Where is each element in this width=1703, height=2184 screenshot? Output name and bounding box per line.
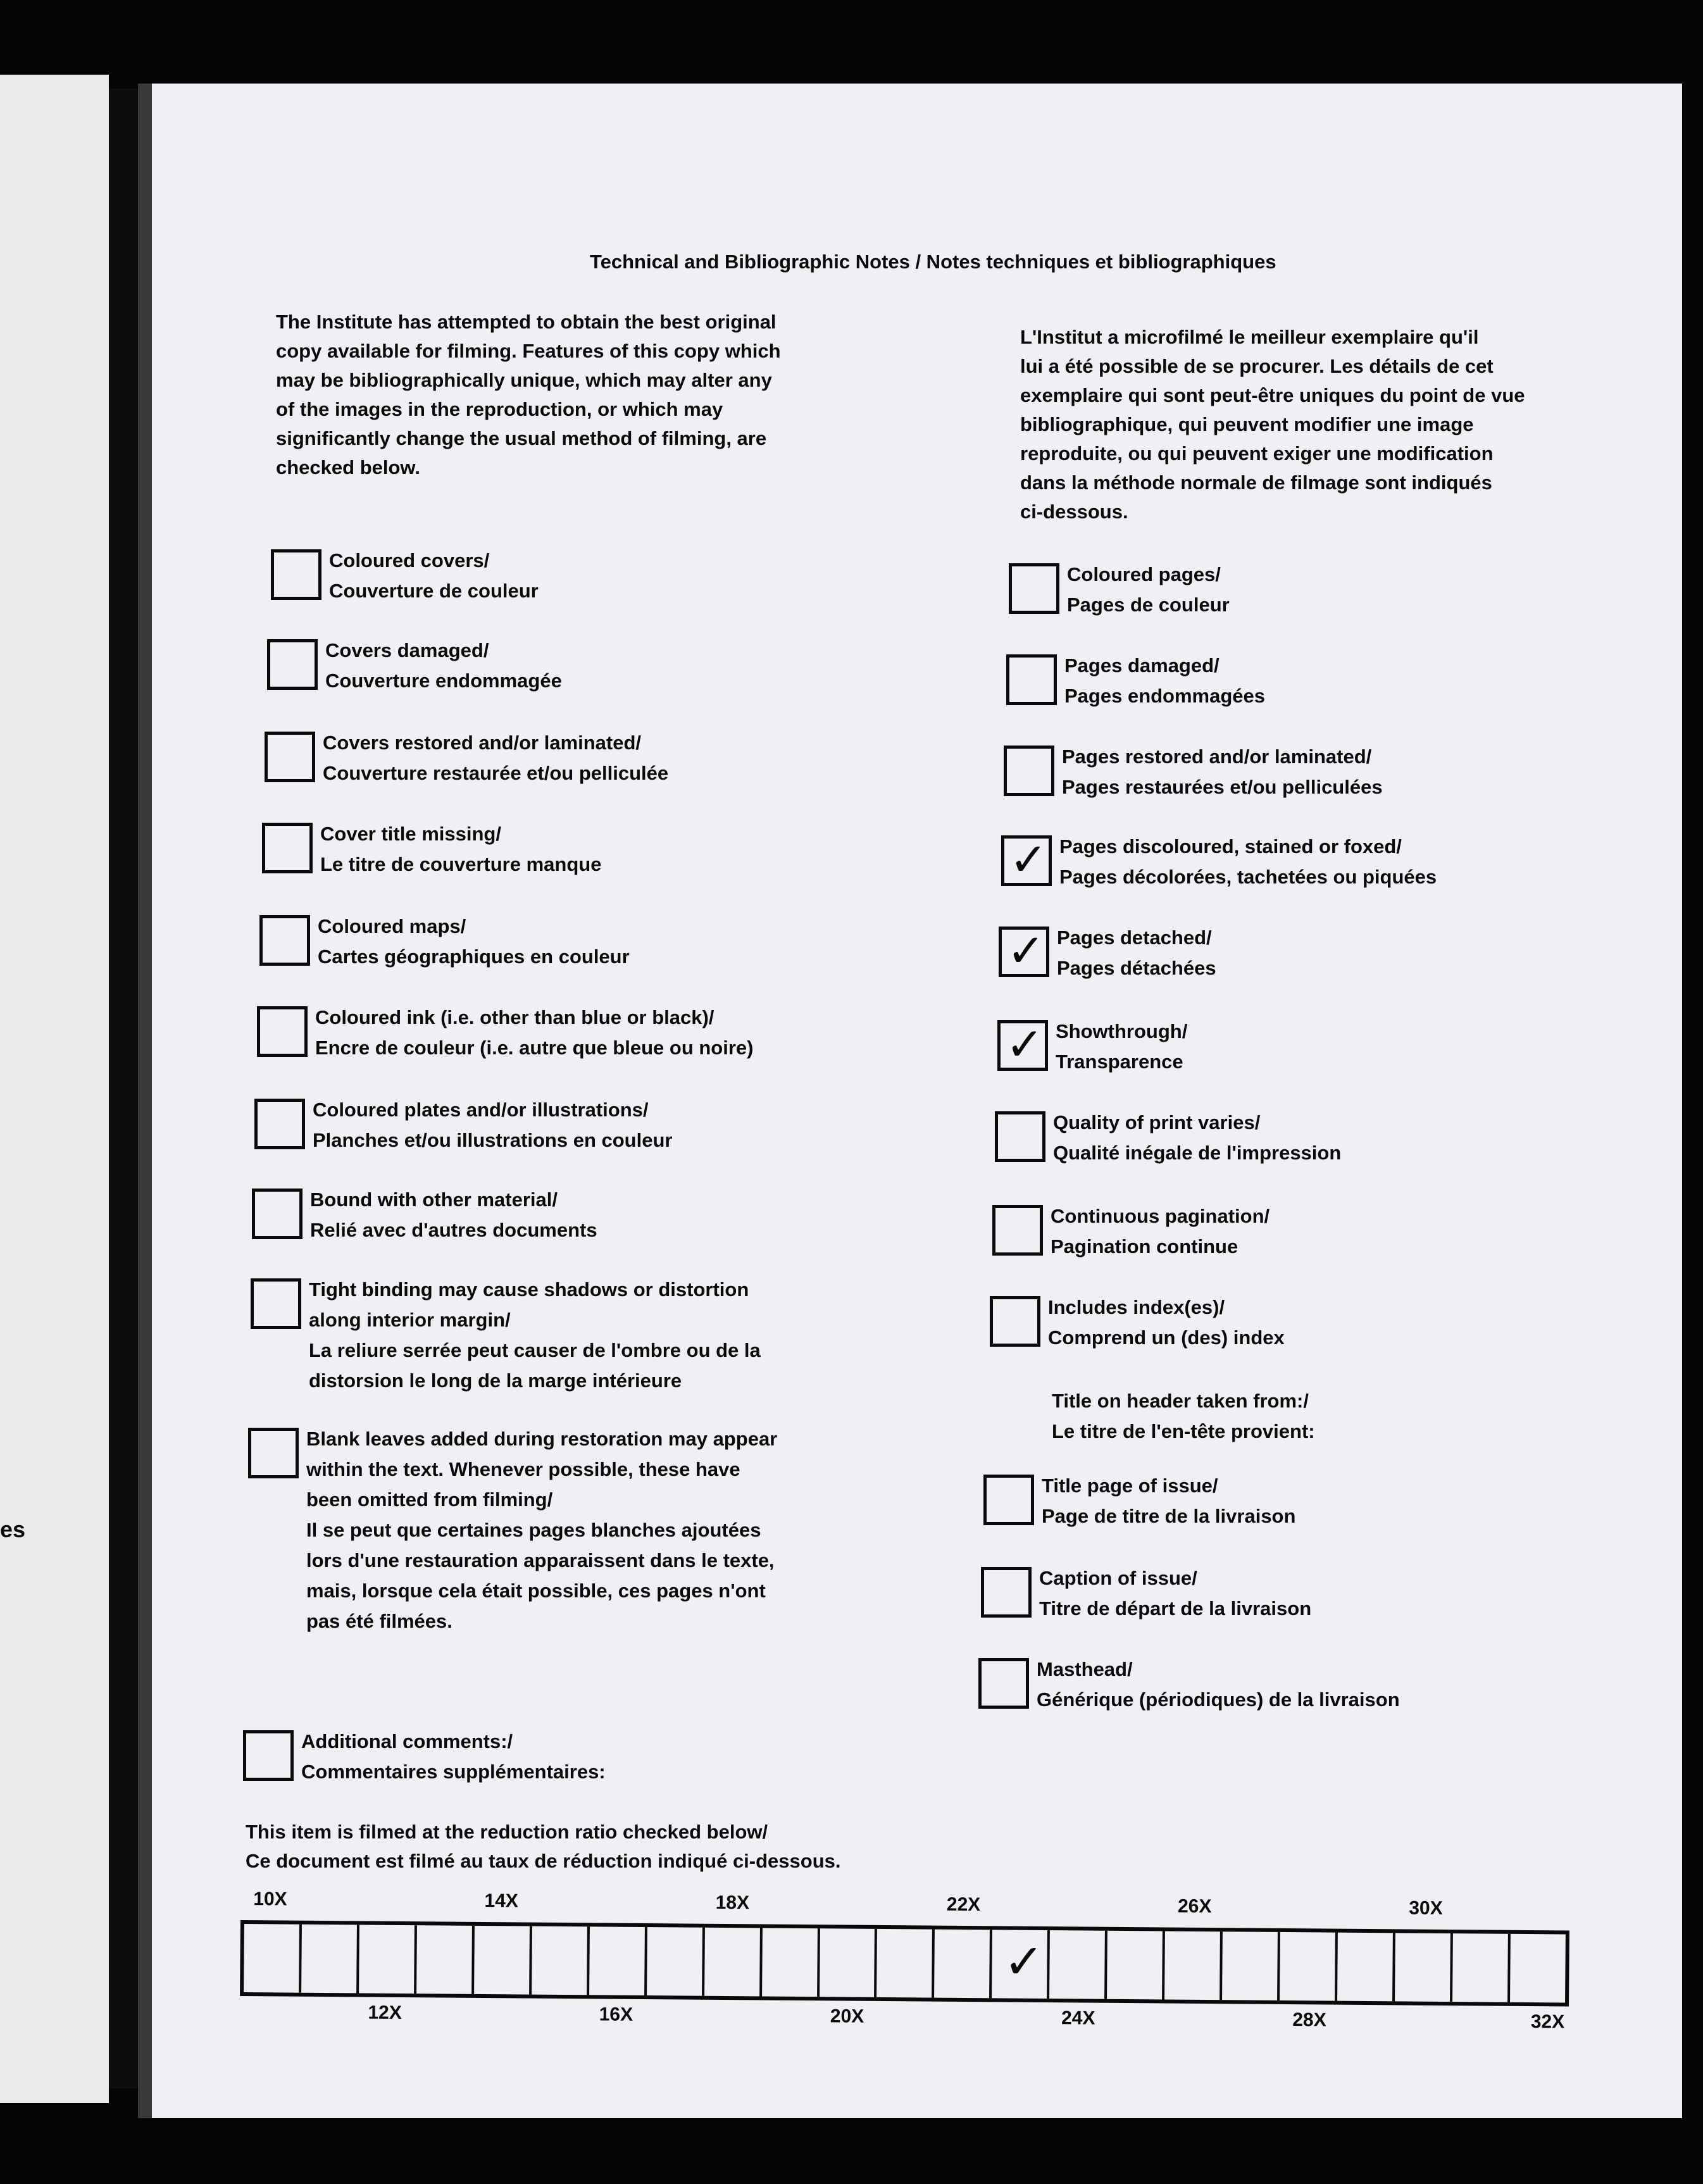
item-label bbox=[323, 728, 668, 789]
ratio-cell[interactable] bbox=[474, 1926, 532, 1995]
checked-checkbox[interactable] bbox=[1001, 835, 1052, 886]
checkbox[interactable] bbox=[1006, 654, 1057, 705]
item-label-line: along interior margin/ bbox=[309, 1309, 511, 1331]
ratio-cell[interactable] bbox=[1049, 1930, 1107, 1999]
ratio-label-top: 14X bbox=[484, 1890, 518, 1912]
checkbox[interactable] bbox=[257, 1006, 308, 1057]
check-mark-icon: ✓ bbox=[1007, 926, 1045, 977]
reduction-note-en: This item is filmed at the reduction ratio checked below/ bbox=[246, 1821, 768, 1843]
item-label-line: Pages detached/ bbox=[1057, 927, 1212, 949]
checked-checkbox[interactable] bbox=[997, 1020, 1048, 1071]
checkbox[interactable] bbox=[251, 1278, 301, 1329]
item-label-line: Couverture restaurée et/ou pelliculée bbox=[323, 762, 669, 784]
item-label-line: Quality of print varies/ bbox=[1053, 1111, 1261, 1133]
ratio-cell[interactable] bbox=[1280, 1932, 1338, 2001]
page-gutter bbox=[109, 89, 138, 2088]
item-label-line: within the text. Whenever possible, these have bbox=[306, 1458, 740, 1480]
item-label-line: Coloured ink (i.e. other than blue or black)/ bbox=[315, 1006, 714, 1028]
ratio-cell[interactable] bbox=[1222, 1931, 1280, 2000]
item-label-line: Masthead/ bbox=[1037, 1658, 1133, 1680]
item-label bbox=[1039, 1563, 1311, 1624]
checkbox[interactable] bbox=[1009, 563, 1059, 614]
item-label bbox=[301, 1726, 606, 1787]
item-label-line: lors d'une restauration apparaissent dans le texte, bbox=[306, 1549, 775, 1571]
ratio-cell[interactable] bbox=[935, 1930, 993, 1999]
item-label-line: Encre de couleur (i.e. autre que bleue ou noire) bbox=[315, 1037, 754, 1059]
item-label bbox=[1062, 742, 1383, 802]
item-label bbox=[315, 1002, 753, 1063]
item-label-line: Cartes géographiques en couleur bbox=[318, 945, 630, 968]
ratio-cell[interactable] bbox=[877, 1929, 935, 1998]
item-label-line: Covers damaged/ bbox=[325, 639, 489, 661]
intro-french: L'Institut a microfilmé le meilleur exemplaire qu'il lui a été possible de se procurer. Les détails de cet exemplaire qui sont peut-être uniques du point de vue bibliographique, qui peuvent modifier une image reproduite, ou qui peuvent exiger une modification dans la méthode normale de filmage sont indiqués ci-dessous. bbox=[1020, 326, 1525, 523]
item-label bbox=[325, 635, 562, 696]
item-label-line: Il se peut que certaines pages blanches ajoutées bbox=[306, 1519, 761, 1541]
item-label-line: pas été filmées. bbox=[306, 1610, 452, 1632]
item-label-line: Générique (périodiques) de la livraison bbox=[1037, 1688, 1400, 1711]
item-label-line: distorsion le long de la marge intérieure bbox=[309, 1370, 682, 1392]
item-label bbox=[1056, 1016, 1187, 1077]
checkbox[interactable] bbox=[243, 1730, 294, 1781]
check-mark-icon: ✓ bbox=[1003, 1935, 1044, 1989]
checked-checkbox[interactable] bbox=[999, 927, 1049, 977]
item-label-line: Caption of issue/ bbox=[1039, 1567, 1197, 1589]
item-label bbox=[1053, 1108, 1341, 1168]
ratio-cell[interactable] bbox=[1395, 1933, 1453, 2002]
item-label bbox=[320, 819, 601, 880]
item-label-line: Coloured maps/ bbox=[318, 915, 466, 937]
ratio-label-top: 18X bbox=[715, 1892, 750, 1914]
title-header-line-fr: Le titre de l'en-tête provient: bbox=[1052, 1420, 1315, 1442]
item-label bbox=[309, 1275, 761, 1396]
item-label-line: Blank leaves added during restoration may appear bbox=[306, 1428, 778, 1450]
item-label-line: Pagination continue bbox=[1051, 1235, 1238, 1257]
checkbox[interactable] bbox=[259, 915, 310, 966]
item-label-line: been omitted from filming/ bbox=[306, 1488, 553, 1511]
title-header-line-en: Title on header taken from:/ bbox=[1052, 1390, 1309, 1412]
ratio-label-bottom: 20X bbox=[830, 2006, 864, 2027]
ratio-cell[interactable] bbox=[647, 1927, 705, 1996]
item-label-line: Pages de couleur bbox=[1067, 594, 1230, 616]
adjacent-page-edge bbox=[0, 75, 109, 2103]
item-label-line: Coloured covers/ bbox=[329, 549, 490, 571]
ratio-cell[interactable] bbox=[1337, 1933, 1395, 2002]
item-label-line: Additional comments:/ bbox=[301, 1730, 513, 1752]
item-label-line: La reliure serrée peut causer de l'ombre ou de la bbox=[309, 1339, 761, 1361]
item-label bbox=[1042, 1471, 1295, 1532]
ratio-cell[interactable] bbox=[589, 1926, 647, 1995]
checkbox[interactable] bbox=[983, 1475, 1034, 1525]
item-label-line: mais, lorsque cela était possible, ces pages n'ont bbox=[306, 1580, 766, 1602]
item-label-line: Coloured pages/ bbox=[1067, 563, 1221, 585]
ratio-cell[interactable] bbox=[359, 1925, 417, 1994]
checkbox[interactable] bbox=[248, 1428, 299, 1478]
item-label-line: Couverture endommagée bbox=[325, 670, 562, 692]
item-label bbox=[1048, 1292, 1285, 1353]
item-label-line: Comprend un (des) index bbox=[1048, 1326, 1285, 1349]
reduction-note-fr: Ce document est filmé au taux de réduction indiqué ci-dessous. bbox=[246, 1850, 841, 1872]
checkbox[interactable] bbox=[252, 1189, 303, 1239]
checkbox[interactable] bbox=[1004, 746, 1054, 796]
item-label bbox=[1037, 1654, 1400, 1715]
page-title: Technical and Bibliographic Notes / Notes techniques et bibliographiques bbox=[590, 251, 1276, 273]
item-label-line: Transparence bbox=[1056, 1051, 1183, 1073]
ratio-cell[interactable] bbox=[1452, 1933, 1511, 2002]
item-label-line: Covers restored and/or laminated/ bbox=[323, 732, 642, 754]
ratio-label-bottom: 28X bbox=[1292, 2009, 1326, 2031]
item-label bbox=[1057, 923, 1216, 983]
item-label-line: Bound with other material/ bbox=[310, 1189, 558, 1211]
item-label-line: Planches et/ou illustrations en couleur bbox=[313, 1129, 673, 1151]
ratio-cell[interactable] bbox=[416, 1925, 475, 1994]
item-label-line: Pages endommagées bbox=[1064, 685, 1266, 707]
checkbox[interactable] bbox=[981, 1567, 1032, 1618]
item-label-line: Coloured plates and/or illustrations/ bbox=[313, 1099, 649, 1121]
item-label-line: Pages décolorées, tachetées ou piquées bbox=[1059, 866, 1437, 888]
item-label-line: Relié avec d'autres documents bbox=[310, 1219, 597, 1241]
item-label-line: Page de titre de la livraison bbox=[1042, 1505, 1296, 1527]
ratio-cell[interactable] bbox=[532, 1926, 590, 1995]
item-label-line: Qualité inégale de l'impression bbox=[1053, 1142, 1342, 1164]
ratio-cell[interactable] bbox=[1510, 1934, 1566, 2003]
item-label-line: Pages restored and/or laminated/ bbox=[1062, 746, 1372, 768]
checkbox[interactable] bbox=[265, 732, 315, 782]
item-label bbox=[329, 546, 539, 606]
reduction-ratio-bar bbox=[240, 1920, 1569, 2006]
ratio-cell[interactable] bbox=[301, 1925, 359, 1994]
ratio-cell[interactable] bbox=[1164, 1931, 1223, 2000]
item-label-line: Pages détachées bbox=[1057, 957, 1216, 979]
item-label bbox=[310, 1185, 597, 1245]
item-label-line: Cover title missing/ bbox=[320, 823, 501, 845]
item-label bbox=[1059, 832, 1437, 892]
ratio-label-bottom: 16X bbox=[599, 2004, 633, 2025]
checkbox[interactable] bbox=[271, 549, 321, 600]
reduction-ratio-scale bbox=[240, 1888, 1569, 2033]
ratio-cell[interactable] bbox=[244, 1924, 302, 1993]
item-label-line: Titre de départ de la livraison bbox=[1039, 1597, 1312, 1619]
ratio-cell[interactable] bbox=[820, 1928, 878, 1997]
ratio-cell[interactable] bbox=[762, 1928, 820, 1997]
checkbox[interactable] bbox=[992, 1205, 1043, 1256]
ratio-label-bottom: 32X bbox=[1530, 2011, 1565, 2033]
checkbox[interactable] bbox=[267, 639, 318, 690]
checkbox[interactable] bbox=[995, 1111, 1045, 1162]
item-label-line: Showthrough/ bbox=[1056, 1020, 1188, 1042]
checkbox[interactable] bbox=[254, 1099, 305, 1149]
ratio-label-bottom: 24X bbox=[1061, 2007, 1095, 2029]
item-label bbox=[313, 1095, 672, 1156]
ratio-cell[interactable] bbox=[704, 1928, 763, 1997]
item-label-line: Pages restaurées et/ou pelliculées bbox=[1062, 776, 1383, 798]
ratio-label-top: 30X bbox=[1409, 1897, 1443, 1919]
intro-english: The Institute has attempted to obtain the best original copy available for filming. Features of this copy which may be bibliographically unique, which may alter any of the images in the reproduction, or which may significantly change the usual method of filming, are checked below. bbox=[276, 311, 781, 478]
item-label-line: Continuous pagination/ bbox=[1051, 1205, 1270, 1227]
item-label-line: Tight binding may cause shadows or distortion bbox=[309, 1278, 749, 1301]
ratio-label-top: 22X bbox=[946, 1894, 981, 1916]
item-label-line: Includes index(es)/ bbox=[1048, 1296, 1225, 1318]
item-label bbox=[1064, 651, 1265, 711]
item-label-line: Title page of issue/ bbox=[1042, 1475, 1218, 1497]
item-label bbox=[306, 1424, 777, 1637]
check-mark-icon: ✓ bbox=[1009, 835, 1048, 885]
item-label bbox=[318, 911, 630, 972]
checkbox[interactable] bbox=[990, 1296, 1040, 1347]
reduction-ratio-note bbox=[246, 1818, 841, 1876]
ratio-cell[interactable] bbox=[1107, 1931, 1165, 2000]
adjacent-page-text: es bbox=[0, 1516, 26, 1542]
ratio-label-top: 10X bbox=[253, 1888, 287, 1910]
item-label bbox=[1067, 559, 1230, 620]
ratio-label-bottom: 12X bbox=[368, 2002, 402, 2024]
checkbox[interactable] bbox=[262, 823, 313, 873]
ratio-cell[interactable] bbox=[992, 1930, 1050, 1999]
title-header-note bbox=[1052, 1386, 1315, 1447]
item-label bbox=[1051, 1201, 1269, 1262]
item-label-line: Couverture de couleur bbox=[329, 580, 539, 602]
check-mark-icon: ✓ bbox=[1006, 1020, 1044, 1070]
item-label-line: Le titre de couverture manque bbox=[320, 853, 602, 875]
checkbox[interactable] bbox=[978, 1658, 1029, 1709]
ratio-label-top: 26X bbox=[1177, 1895, 1212, 1918]
item-label-line: Pages damaged/ bbox=[1064, 654, 1220, 677]
item-label-line: Pages discoloured, stained or foxed/ bbox=[1059, 835, 1402, 858]
item-label-line: Commentaires supplémentaires: bbox=[301, 1761, 606, 1783]
